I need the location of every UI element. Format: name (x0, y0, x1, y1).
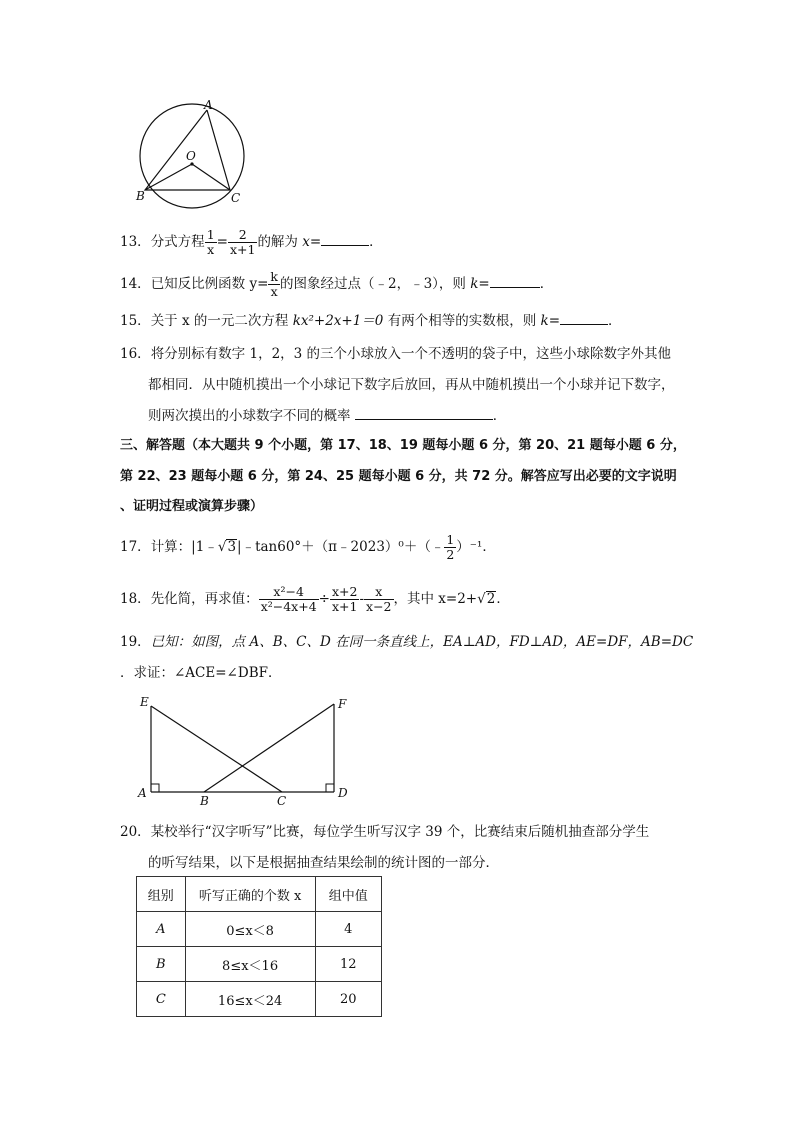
label-B: B (200, 794, 209, 808)
answer-blank-13[interactable] (321, 231, 369, 246)
answer-blank-16[interactable] (355, 405, 493, 420)
label-D: D (338, 786, 348, 800)
table-cell: C (137, 982, 186, 1017)
table-row (137, 982, 382, 1017)
table-header: 组中值 (315, 877, 381, 912)
label-E: E (140, 695, 149, 709)
question-16-line-3: 则两次摸出的小球数字不同的概率 ． (148, 405, 506, 426)
label-A: A (204, 98, 213, 112)
table-header: 组别 (137, 877, 186, 912)
label-B: B (136, 189, 145, 203)
results-table (136, 876, 382, 1017)
question-14: 14．已知反比例函数 y= $\frac{k}{x}$ 的图象经过点（﹣2，﹣3），则 k= ． (120, 269, 554, 299)
section-3-heading-line-1: 三、解答题（本大题共 9 个小题，第 17、18、19 题每小题 6 分，第 20、21 题每小题 6 分， (120, 438, 686, 453)
table-cell: 16≤x＜24 (185, 982, 315, 1017)
section-3-heading-line-3: 、证明过程或演算步骤） (120, 499, 264, 514)
label-O: O (186, 149, 196, 163)
table-cell: B (137, 947, 186, 982)
table-header-row (137, 877, 382, 912)
label-C: C (277, 794, 287, 808)
question-13: 13．分式方程 $\frac{1}{x}$ = $\frac{2}{x+1}$ 的解为 x= ． (120, 227, 383, 257)
table-header: 听写正确的个数 x (185, 877, 315, 912)
question-20-line-2: 的听写结果，以下是根据抽查结果绘制的统计图的一部分． (148, 855, 499, 871)
table-cell: 20 (315, 982, 381, 1017)
question-16-line-1: 16．将分别标有数字 1，2，3 的三个小球放入一个不透明的袋子中，这些小球除数字外其他 (120, 346, 672, 362)
table-cell: 12 (315, 947, 381, 982)
question-20-line-1: 20．某校举行“汉字听写”比赛，每位学生听写汉字 39 个，比赛结束后随机抽查部分学生 (120, 824, 650, 840)
answer-blank-14[interactable] (490, 273, 540, 288)
table-row (137, 947, 382, 982)
question-19-line-1: 19．已知：如图，点 A、B、C、D 在同一条直线上，EA⊥AD，FD⊥AD，AE=DF，AB=DC (120, 634, 694, 650)
table-cell: 8≤x＜16 (185, 947, 315, 982)
question-17: 17．计算：|1﹣√3|﹣tan60°＋（π﹣2023）⁰＋（﹣ $\frac{1}{2}$ ）⁻¹． (120, 532, 496, 562)
circle-triangle-figure (130, 98, 255, 213)
question-15: 15．关于 x 的一元二次方程 kx²+2x+1＝0 有两个相等的实数根，则 k= ． (120, 310, 622, 331)
label-C: C (231, 191, 241, 205)
answer-blank-15[interactable] (560, 310, 608, 325)
label-A: A (138, 786, 147, 800)
label-F: F (338, 697, 347, 711)
section-3-heading-line-2: 第 22、23 题每小题 6 分，第 24、25 题每小题 6 分，共 72 分。解答应写出必要的文字说明 (120, 469, 677, 484)
question-19-line-2: ．求证：∠ACE=∠DBF． (120, 665, 282, 681)
table-row (137, 912, 382, 947)
question-16-line-2: 都相同．从中随机摸出一个小球记下数字后放回，再从中随机摸出一个小球并记下数字， (148, 377, 675, 393)
table-cell: 0≤x＜8 (185, 912, 315, 947)
table-cell: A (137, 912, 186, 947)
table-cell: 4 (315, 912, 381, 947)
rectangle-crossing-figure (134, 692, 364, 812)
question-18: 18．先化简，再求值： $\frac{\text{x²−4}}{\text{x²−4x+4}}$ ÷ $\frac{x+2}{x+1}$ - $\frac{x}{x-2}$ ，其中 x=2+√2． (120, 584, 510, 614)
